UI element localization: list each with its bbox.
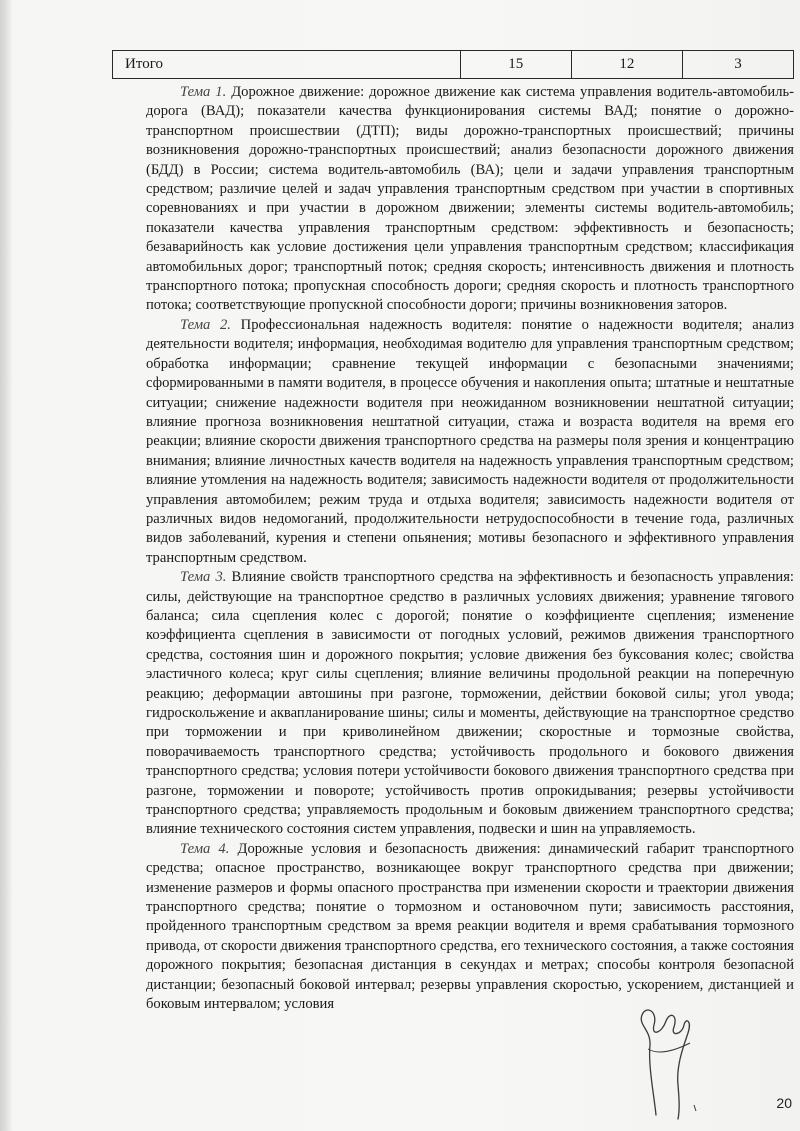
totals-value-3-cell: 3 xyxy=(682,51,793,79)
topic-text: Профессиональная надежность водителя: понятие о надежности водителя; анализ деятельности водителя; информация, необходимая водителю для управления транспортным средством; обработка информации; сравнение текущей информации с безопасными значениями; сформированными в памяти водителя, в процессе обучения и накопления опыта; штатные и нештатные ситуации; снижение надежности водителя при неожиданном возникновении нештатной ситуации; влияние прогноза возникновения нештатной ситуации, стажа и возраста водителя на время его реакции; влияние скорости движения транспортного средства на размеры поля зрения и концентрацию внимания; влияние личностных качеств водителя на надежность управления транспортным средством; влияние утомления на надежность водителя; зависимость надежности водителя от продолжительности управления автомобилем; режим труда и отдыха водителя; зависимость надежности водителя от различных видов недомоганий, продолжительности нетрудоспособности в течение года, различных видов заболеваний, курения и степени опьянения; мотивы безопасного и эффективного управления транспортным средством. xyxy=(146,316,794,566)
topic-text: Дорожное движение: дорожное движение как система управления водитель-автомобиль-дорога (ВАД); показатели качества функционирования системы ВАД; понятие о дорожно-транспортном происшествии (ДТП); виды дорожно-транспортных происшествий; причины возникновения дорожно-транспортных происшествий; анализ безопасности дорожного движения (БДД) в России; система водитель-автомобиль (ВА); цели и задачи управления транспортным средством; различие целей и задач управления транспортным средством при участии в спортивных соревнованиях и при участии в дорожном движении; элементы системы водитель-автомобиль; показатели качества управления транспортным средством: эффективность и безопасность; безаварийность как условие достижения цели управления транспортным средством; классификация автомобильных дорог; транспортный поток; средняя скорость; интенсивность движения и плотность транспортного потока; пропускная способность дороги; средняя скорость и плотность транспортного потока; соответствующие пропускной способности дороги; причины возникновения заторов. xyxy=(146,84,794,314)
topic-label: Тема 2. xyxy=(180,316,231,333)
handwritten-signature xyxy=(618,985,708,1120)
totals-table xyxy=(112,50,794,79)
topic-label: Тема 4. xyxy=(180,840,230,857)
topic-paragraph-2 xyxy=(146,316,794,568)
page-number: 20 xyxy=(776,1095,792,1111)
totals-label-cell: Итого xyxy=(113,51,461,79)
totals-value-2-cell: 12 xyxy=(571,51,682,79)
topic-paragraph-3 xyxy=(146,568,794,840)
topic-text: Дорожные условия и безопасность движения: динамический габарит транспортного средства; опасное пространство, возникающее вокруг транспортного средства при движении; изменение размеров и формы опасного пространства при изменении скорости и траектории движения транспортного средства; понятие о тормозном и остановочном пути; зависимость расстояния, пройденного транспортным средством за время реакции водителя и время срабатывания тормозного привода, от скорости движения транспортного средства, его технического состояния, а также состояния дорожного покрытия; безопасная дистанция в секундах и метрах; способы контроля безопасной дистанции; безопасный боковой интервал; резервы управления скоростью, ускорением, дистанцией и боковым интервалом; условия xyxy=(146,840,794,1013)
topic-label: Тема 3. xyxy=(180,569,227,586)
topic-text: Влияние свойств транспортного средства на эффективность и безопасность управления: силы, действующие на транспортное средство в различных условиях движения; уравнение тягового баланса; сила сцепления колес с дорогой; понятие о коэффициенте сцепления; изменение коэффициента сцепления в зависимости от погодных условий, режимов движения транспортного средства, состояния шин и дорожного покрытия; условие движения без буксования колес; свойства эластичного колеса; круг силы сцепления; влияние величины продольной реакции на поперечную реакцию; деформации автошины при разгоне, торможении, действии боковой силы; угол увода; гидроскольжение и аквапланирование шины; силы и моменты, действующие на транспортное средство при торможении и при криволинейном движении; скоростные и тормозные свойства, поворачиваемость транспортного средства; устойчивость продольного и бокового движения транспортного средства; условия потери устойчивости бокового движения транспортного средства при разгоне, торможении и повороте; устойчивость против опрокидывания; резервы устойчивости транспортного средства; управляемость продольным и боковым движением транспортного средства; влияние технического состояния систем управления, подвески и шин на управляемость. xyxy=(146,569,794,838)
table-row xyxy=(113,51,794,79)
totals-value-1-cell: 15 xyxy=(460,51,571,79)
body-text xyxy=(146,83,794,1015)
topic-label: Тема 1. xyxy=(180,84,227,100)
topic-paragraph-1 xyxy=(146,83,794,316)
page-edge-shadow xyxy=(0,0,12,1131)
